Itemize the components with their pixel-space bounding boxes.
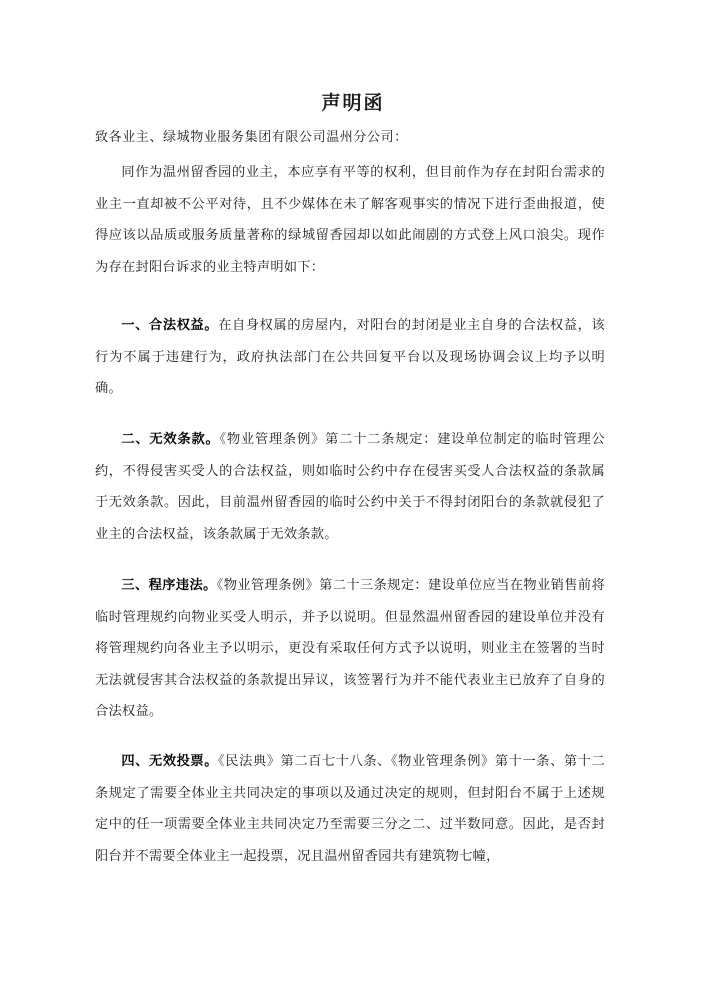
point-text-1: 在自身权属的房屋内，对阳台的封闭是业主自身的合法权益，该行为不属于违建行为，政府执法部门在公共回复平台以及现场协调会议上均予以明确。 <box>95 318 605 396</box>
point-heading-1: 一、合法权益。 <box>121 318 219 333</box>
point-paragraph-4 <box>95 746 605 872</box>
document-title: 声明函 <box>321 92 385 114</box>
intro-paragraph <box>95 157 605 283</box>
point-heading-2: 二、无效条款。 <box>121 432 220 447</box>
intro-text: 同作为温州留香园的业主，本应享有平等的权利，但目前作为存在封阳台需求的业主一直却被不公平对待，且不少媒体在未了解客观事实的情况下进行歪曲报道，使得应该以品质或服务质量著称的绿城留香园却以如此闹剧的方式登上风口浪尖。现作为存在封阳台诉求的业主特声明如下： <box>95 165 605 275</box>
point-text-2: 《物业管理条例》第二十二条规定：建设单位制定的临时管理公约，不得侵害买受人的合法权益，则如临时公约中存在侵害买受人合法权益的条款属于无效条款。因此，目前温州留香园的临时公约中关于不得封闭阳台的条款就侵犯了业主的合法权益，该条款属于无效条款。 <box>95 432 605 542</box>
point-heading-4: 四、无效投票。 <box>121 754 219 769</box>
point-heading-3: 三、程序违法。 <box>121 578 217 593</box>
point-paragraph-2 <box>95 424 605 550</box>
point-paragraph-1 <box>95 310 605 405</box>
point-text-3: 《物业管理条例》第二十三条规定：建设单位应当在物业销售前将临时管理规约向物业买受人明示，并予以说明。但显然温州留香园的建设单位并没有将管理规约向各业主予以明示，更没有采取任何方式予以说明，则业主在签署的当时无法就侵害其合法权益的条款提出异议，该签署行为并不能代表业主已放弃了自身的合法权益。 <box>95 578 605 719</box>
point-text-4: 《民法典》第二百七十八条、《物业管理条例》第十一条、第十二条规定了需要全体业主共同决定的事项以及通过决定的规则，但封阳台不属于上述规定中的任一项需要全体业主共同决定乃至需要三分之二、过半数同意。因此，是否封阳台并不需要全体业主一起投票，况且温州留香园共有建筑物七幢， <box>95 754 605 864</box>
point-paragraph-3 <box>95 570 605 728</box>
salutation: 致各业主、绿城物业服务集团有限公司温州分公司： <box>95 130 408 145</box>
